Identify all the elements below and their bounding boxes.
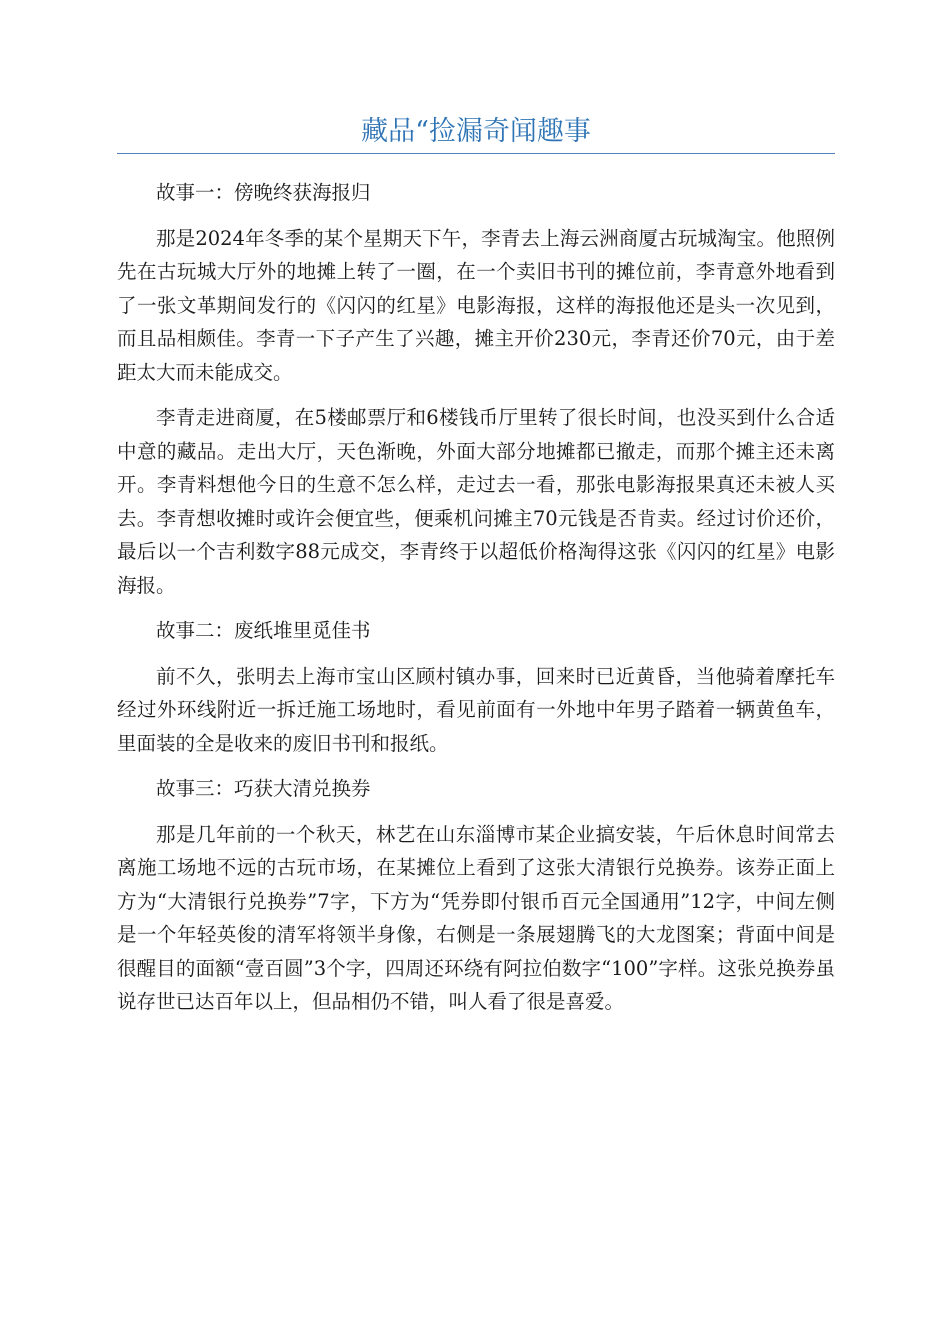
story-paragraph: 那是2024年冬季的某个星期天下午，李青去上海云洲商厦古玩城淘宝。他照例先在古玩城大厅外的地摊上转了一圈，在一个卖旧书刊的摊位前，李青意外地看到了一张文革期间发行的《闪闪的红星》电影海报，这样的海报他还是头一次见到，而且品相颇佳。李青一下子产生了兴趣，摊主开价230元，李青还价70元，由于差距太大而未能成交。 [117,226,835,384]
story-paragraph: 李青走进商厦，在5楼邮票厅和6楼钱币厅里转了很长时间，也没买到什么合适中意的藏品。走出大厅，天色渐晚，外面大部分地摊都已撤走，而那个摊主还未离开。李青料想他今日的生意不怎么样，走过去一看，那张电影海报果真还未被人买去。李青想收摊时或许会便宜些，便乘机问摊主70元钱是否肯卖。经过讨价还价，最后以一个吉利数字88元成交，李青终于以超低价格淘得这张《闪闪的红星》电影海报。 [117,406,835,597]
story-heading-1: 故事一：傍晚终获海报归 [156,181,371,204]
document-title: 藏品“捡漏奇闻趣事 [361,116,591,147]
document-body [117,170,835,1031]
story-heading-2: 故事二：废纸堆里觅佳书 [156,619,371,642]
title-underline [117,153,835,154]
story-paragraph: 前不久，张明去上海市宝山区顾村镇办事，回来时已近黄昏，当他骑着摩托车经过外环线附近一拆迁施工场地时，看见前面有一外地中年男子踏着一辆黄鱼车，里面装的全是收来的废旧书刊和报纸。 [117,664,835,755]
story-paragraph: 那是几年前的一个秋天，林艺在山东淄博市某企业搞安装，午后休息时间常去离施工场地不远的古玩市场，在某摊位上看到了这张大清银行兑换券。该券正面上方为“大清银行兑换券”7字，下方为“凭券即付银币百元全国通用”12字，中间左侧是一个年轻英俊的清军将领半身像，右侧是一条展翅腾飞的大龙图案；背面中间是很醒目的面额“壹百圆”3个字，四周还环绕有阿拉伯数字“100”字样。这张兑换券虽说存世已达百年以上，但品相仍不错，叫人看了很是喜爱。 [117,822,835,1013]
story-heading-3: 故事三：巧获大清兑换券 [156,777,371,800]
